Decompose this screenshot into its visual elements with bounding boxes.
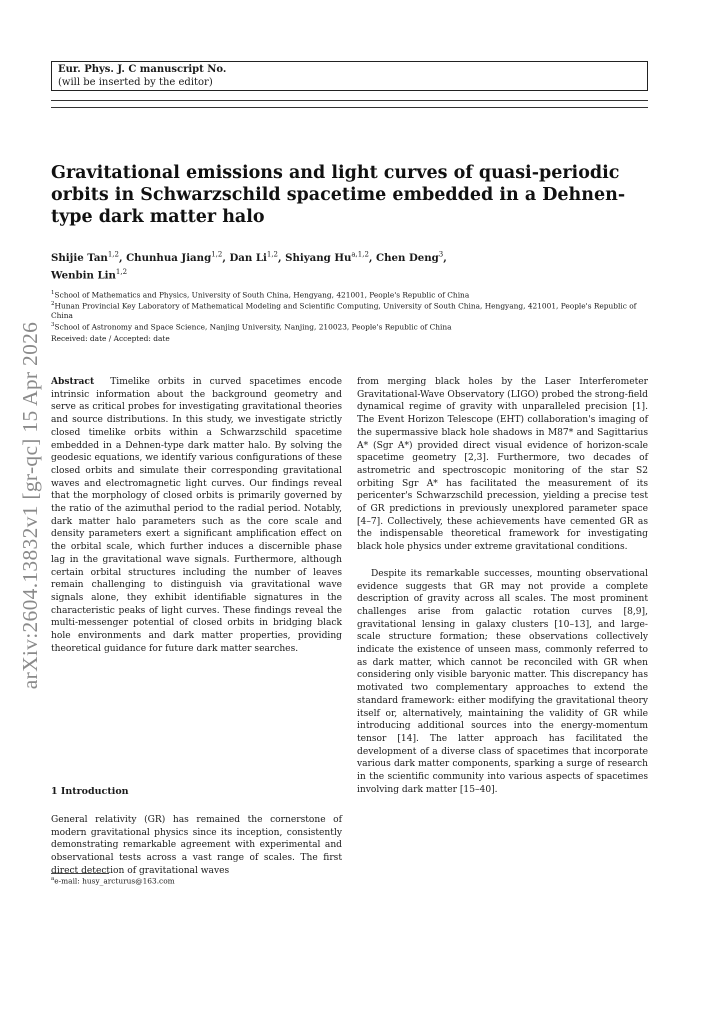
affil-num: 1 [51,290,55,296]
footnote-rule [51,873,109,874]
footnote-mark: a [51,876,55,882]
author-name: Shijie Tan [51,252,108,265]
arxiv-identifier-stamp [8,305,53,705]
author-affil-sup: 1,2 [266,251,279,259]
author-affil-sup: 3 [438,251,444,259]
author-affil-sup: 1,2 [115,268,128,277]
author-affil-sup: 1,2 [211,251,223,259]
header-rule-top [51,100,648,101]
author-sep: , [443,252,447,265]
author-name: Dan Li [229,252,267,265]
header-rule-bottom [51,107,648,108]
affil-text: Hunan Provincial Key Laboratory of Mathematical Modeling and Scientific Computing, University of South China, Hengyang, 421001, People's Republic of China [51,301,637,321]
abstract-label: Abstract [51,376,95,387]
intro-paragraph [51,814,342,878]
author-sep: , [118,252,127,265]
affiliation-item [51,289,651,300]
author-name: Wenbin Lin [51,269,116,282]
journal-header-box [51,61,648,91]
author-line-1 [51,252,447,264]
body-paragraph-2: Despite its remarkable successes, mounting observational evidence suggests that GR may not provide a complete description of gravity across all scales. The most prominent challenges arise from galactic rotation curves [8,9], gravitational lensing in galaxy clusters [10–13], and large-scale structure formation; these observations collectively indicate the existence of unseen mass, commonly referred to as dark matter, which cannot be reconciled with GR when considering only visible baryonic matter. This discrepancy has motivated two complementary approaches to extend the standard framework: either modifying the gravitational theory itself or, alternatively, maintaining the validity of GR while introducing additional sources into the energy-momentum tensor [14]. The latter approach has facilitated the development of a diverse class of spacetimes that incorporate various dark matter components, sparking a surge of research in the scientific community into various aspects of spacetimes involving dark matter [15–40]. [357,568,648,795]
author-name: Shiyang Hu [285,252,352,265]
right-column [357,376,648,797]
affil-num: 3 [51,321,55,328]
received-date: Received: date / Accepted: date [51,333,170,343]
affil-num: 2 [51,301,55,308]
author-sep: , [368,252,376,265]
affiliation-item [51,300,651,321]
editor-note: (will be inserted by the editor) [58,76,213,88]
footnote [51,876,175,885]
author-list [51,248,651,283]
author-affil-sup: 1,2 [107,251,119,259]
abstract-text: Timelike orbits in curved spacetimes encode intrinsic information about the background geometry and serve as critical probes for investigating gravitational theories and source distributions. In this study, we investigate strictly closed timelike orbits within a Schwarzschild spacetime embedded in a Dehnen-type dark matter halo. By solving the geodesic equations, we identify various configurations of these closed orbits and simulate their corresponding gravitational waves and electromagnetic light curves. Our findings reveal that the morphology of closed orbits is primarily governed by the ratio of the azimuthal period to the radial period. Notably, dark matter halo parameters such as the core scale and density parameters exert a significant amplification effect on the orbital scale, which further induces a discernible phase lag in the gravitational wave signals. Furthermore, although certain orbital structures including the number of leaves remain challenging to distinguish via gravitational wave signals alone, they exhibit identifiable signatures in the characteristic peaks of light curves. These findings reveal the multi-messenger potential of closed orbits in bridging black hole environments and dark matter properties, providing theoretical guidance for future dark matter searches. [51,377,343,654]
author-sep: , [222,252,230,265]
intro-text: General relativity (GR) has remained the cornerstone of modern gravitational physics since its inception, consistently demonstrating remarkable agreement with experimental and observational tests across a vast range of scales. The first direct detection of gravitational waves [51,815,342,876]
author-sep: , [278,252,286,265]
author-name: Chen Deng [376,252,439,265]
abstract-block [51,376,342,655]
affil-text: School of Mathematics and Physics, University of South China, Hengyang, 421001, People's Republic of China [54,290,470,300]
affiliation-item [51,321,651,332]
section-heading: 1 Introduction [51,786,129,797]
author-affil-sup: a,1,2 [351,251,369,259]
journal-name: Eur. Phys. J. C manuscript No. [58,64,227,75]
arxiv-id-text: arXiv:2604.13832v1 [gr-qc] 15 Apr 2026 [18,321,43,689]
author-name: Chunhua Jiang [126,252,212,265]
body-paragraph-1: from merging black holes by the Laser Interferometer Gravitational-Wave Observatory (LIGO) probed the strong-field dynamical regime of gravity with unparalleled precision [1]. The Event Horizon Telescope (EHT) collaboration's imaging of the supermassive black hole shadows in M87* and Sagittarius A* (Sgr A*) provided direct visual evidence of horizon-scale spacetime geometry [2,3]. Furthermore, two decades of astrometric and spectroscopic monitoring of the star S2 orbiting Sgr A* has facilitated the measurement of its pericenter's Schwarzschild precession, yielding a precise test of GR predictions in previously unexplored parameter space [4–7]. Collectively, these achievements have cemented GR as the indispensable theoretical framework for investigating black hole physics under extreme gravitational conditions. [357,377,648,553]
affil-text: School of Astronomy and Space Science, Nanjing University, Nanjing, 210023, People's Republic of China [54,322,452,332]
paper-title: Gravitational emissions and light curves of quasi-periodic orbits in Schwarzschild spacetime embedded in a Dehnen-type dark matter halo [51,163,626,227]
footnote-email: e-mail: husy_arcturus@163.com [54,876,175,886]
affiliations [51,289,651,343]
